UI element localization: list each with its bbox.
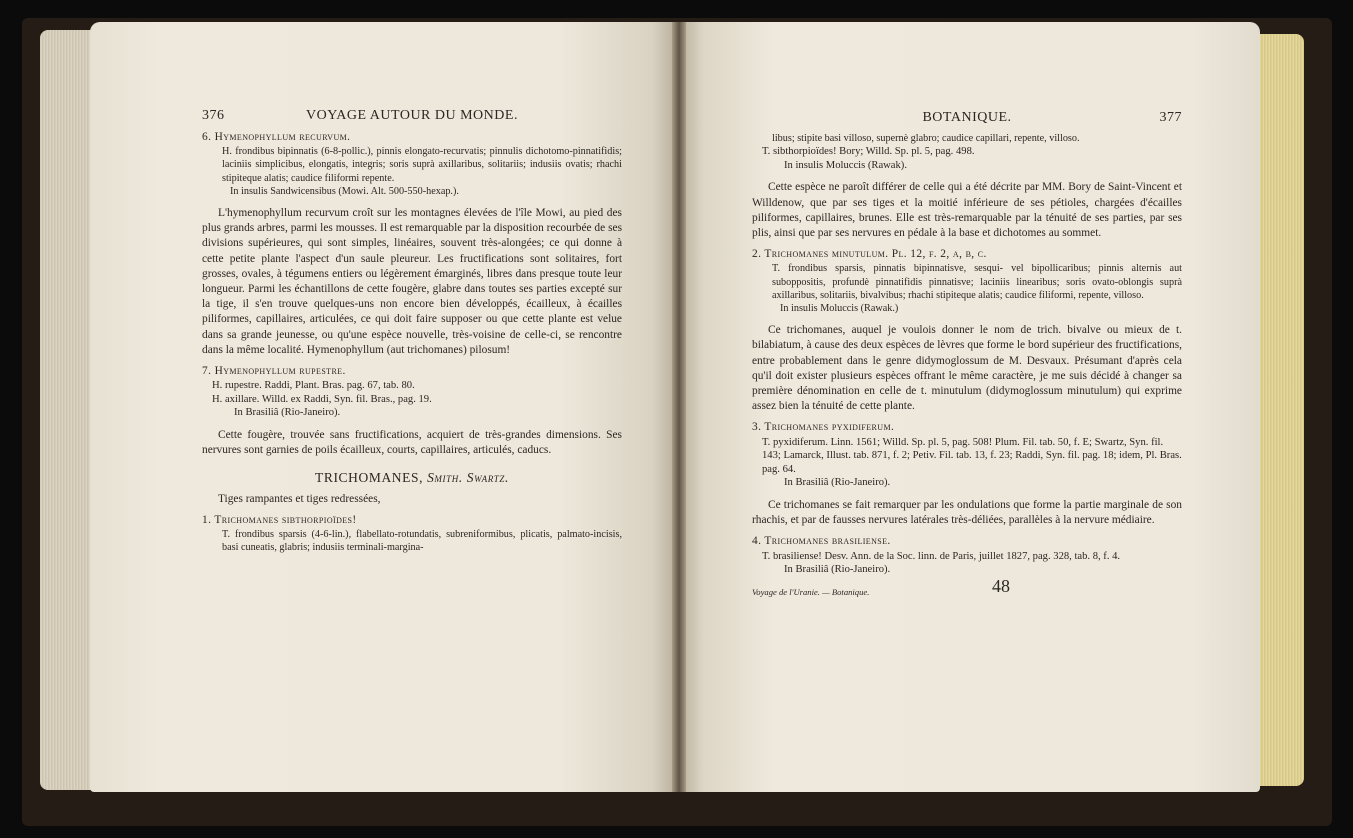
species-heading: 7. Hymenophyllum rupestre. <box>202 365 346 378</box>
locality: In Brasiliâ (Rio-Janeiro). <box>784 564 891 576</box>
diagnosis-text: T. frondibus sparsis (4-6-lin.), flabellato-rotundatis, subreniformibus, plicatis, palmato-incisis, basi cuneatis, glabris; indusiis terminali-margina- <box>222 529 622 554</box>
left-page <box>90 22 676 792</box>
citations <box>752 436 1182 490</box>
left-running-header <box>202 108 622 126</box>
page-number: 376 <box>202 108 225 123</box>
genus-authors: Smith. Swartz. <box>427 470 509 486</box>
latin-diagnosis <box>752 262 1182 315</box>
species-heading: 6. Hymenophyllum recurvum. <box>202 131 351 143</box>
citation: T. sibthorpioïdes! Bory; Willd. Sp. pl. 5, pag. 498. <box>762 146 975 158</box>
latin-diagnosis <box>202 145 622 198</box>
citation: H. axillare. Willd. ex Raddi, Syn. fil. Bras., pag. 19. <box>212 393 432 405</box>
locality: In insulis Sandwicensibus (Mowi. Alt. 500-550-hexap.). <box>230 185 459 197</box>
citation: T. pyxidiferum. Linn. 1561; Willd. Sp. pl. 5, pag. 508! Plum. Fil. tab. 50, f. E; Swartz, Syn. fil. 143; Lamarck, Illust. tab. 871, f. 2; Petiv. Fil. tab. 13, f. 23; Raddi, Syn. fil. pag. 18; idem, Pl. Bras. pag. 64. <box>762 436 1182 475</box>
page-footer <box>752 575 1182 603</box>
citations <box>752 145 1182 172</box>
body-paragraph: Ce trichomanes se fait remarquer par les ondulations que forme la partie marginale de son rhachis, et par de fausses nervures latérales très-déliées, parallèles à la nervure médiaire. <box>752 499 1182 527</box>
left-page-edges <box>40 30 96 790</box>
diagnosis-text: H. frondibus bipinnatis (6-8-pollic.), pinnis elongato-recurvatis; pinnulis dichotomo-pinnatifidis; laciniis simplicibus, elongatis, integris; soris suprà axillaribus, solitariis; indusiis ovatis; rhachi stipiteque alatis; caudice filiformi repente. <box>222 146 622 184</box>
genus-description: Tiges rampantes et tiges redressées, <box>218 492 381 505</box>
locality: In Brasiliâ (Rio-Janeiro). <box>234 407 341 419</box>
species-heading: 2. Trichomanes minutulum. Pl. 12, f. 2, a, b, c. <box>752 248 987 261</box>
diagnosis-text: T. frondibus sparsis, pinnatis bipinnatisve, sesqui- vel bipollicaribus; pinnis alternis aut suboppositis, profundè pinnatifidis pinnatisve; laciniis linearibus; soris ovato-oblongis suprà axillaribus, solitariis, bivalvibus; rhachi stipiteque alatis; caudice filiformi, repente, villoso. <box>772 263 1182 301</box>
right-page <box>680 22 1260 792</box>
genus-name: TRICHOMANES, <box>315 470 424 486</box>
right-running-header <box>752 110 1182 128</box>
right-page-edges <box>1256 34 1304 786</box>
latin-diagnosis <box>752 132 1182 145</box>
signature-line: Voyage de l'Uranie. — Botanique. <box>752 586 870 597</box>
species-heading: 4. Trichomanes brasiliense. <box>752 535 891 548</box>
book-gutter <box>672 22 686 792</box>
body-paragraph: Ce trichomanes, auquel je voulois donner le nom de trich. bivalve ou mieux de t. bilabiatum, à cause des deux espèces de lèvres que forme le bord supérieur des fructifications, entre probablement dans le genre didymoglossum de M. Desvaux. Présumant d'après cela qu'il doit exister plusieurs espèces offrant le même caractère, je me suis décidé à changer sa première dénomination en celle de t. minutulum (didymoglossum minutulum) qui exprime assez bien la ténuité de cette plante. <box>752 324 1182 413</box>
running-head: BOTANIQUE. <box>922 110 1012 125</box>
citation: H. rupestre. Raddi, Plant. Bras. pag. 67, tab. 80. <box>212 380 415 392</box>
genus-heading <box>202 470 622 485</box>
body-paragraph: L'hymenophyllum recurvum croît sur les montagnes élevées de l'île Mowi, au pied des plus grands arbres, parmi les mousses. Il est remarquable par la disposition recourbée de ses divisions supérieures, qui sont simples, linéaires, souvent très-alongées; ce qui donne à cette petite plante l'aspect d'un saule pleureur. Les fructifications sont solitaires, fort grosses, ovales, à tégumens entiers ou légèrement émarginés, libres dans presque toute leur longueur. Parmi les échantillons de cette fougère, glabre dans toutes ses parties excepté sur la tige, il s'en trouve quelques-uns non encore bien développés, écailleux, à écailles piliformes, capillaires, articulées, ce qui doit faire supposer ou que cette plante est velue dans sa grande jeunesse, ou qu'une espèce nouvelle, très-voisine de celle-ci, se rencontre dans la même localité. Hymenophyllum (aut trichomanes) pilosum! <box>202 207 622 356</box>
citations <box>202 379 622 420</box>
page-number: 377 <box>1159 110 1182 125</box>
locality: In insulis Moluccis (Rawak.) <box>780 303 899 315</box>
running-head: VOYAGE AUTOUR DU MONDE. <box>306 108 518 123</box>
locality: In insulis Moluccis (Rawak). <box>784 159 907 171</box>
locality: In Brasiliâ (Rio-Janeiro). <box>784 477 891 489</box>
citations <box>752 550 1182 577</box>
citation: T. brasiliense! Desv. Ann. de la Soc. linn. de Paris, juillet 1827, pag. 328, tab. 8, f. 4. <box>762 550 1121 562</box>
right-page-content <box>752 110 1182 603</box>
sheet-number: 48 <box>992 575 1010 596</box>
diagnosis-text: libus; stipite basi villoso, supernè glabro; caudice capillari, repente, villoso. <box>772 133 1080 144</box>
latin-diagnosis <box>202 528 622 554</box>
species-heading: 1. Trichomanes sibthorpioïdes! <box>202 513 357 526</box>
body-paragraph: Cette fougère, trouvée sans fructifications, acquiert de très-grandes dimensions. Ses nervures sont garnies de poils écailleux, courts, capillaires, articulés, caducs. <box>202 429 622 457</box>
species-heading: 3. Trichomanes pyxidiferum. <box>752 421 895 434</box>
left-page-content <box>202 108 622 554</box>
body-paragraph: Cette espèce ne paroît différer de celle qui a été décrite par MM. Bory de Saint-Vincent et Willdenow, que par ses tiges et la moitié inférieure de ses pétioles, chargées d'écailles piliformes, capillaires, brunes. Elle est très-remarquable par la ténuité de ses parties, par ses plis, ainsi que par ses nervures en pédale à la base et dichotomes au sommet. <box>752 181 1182 239</box>
